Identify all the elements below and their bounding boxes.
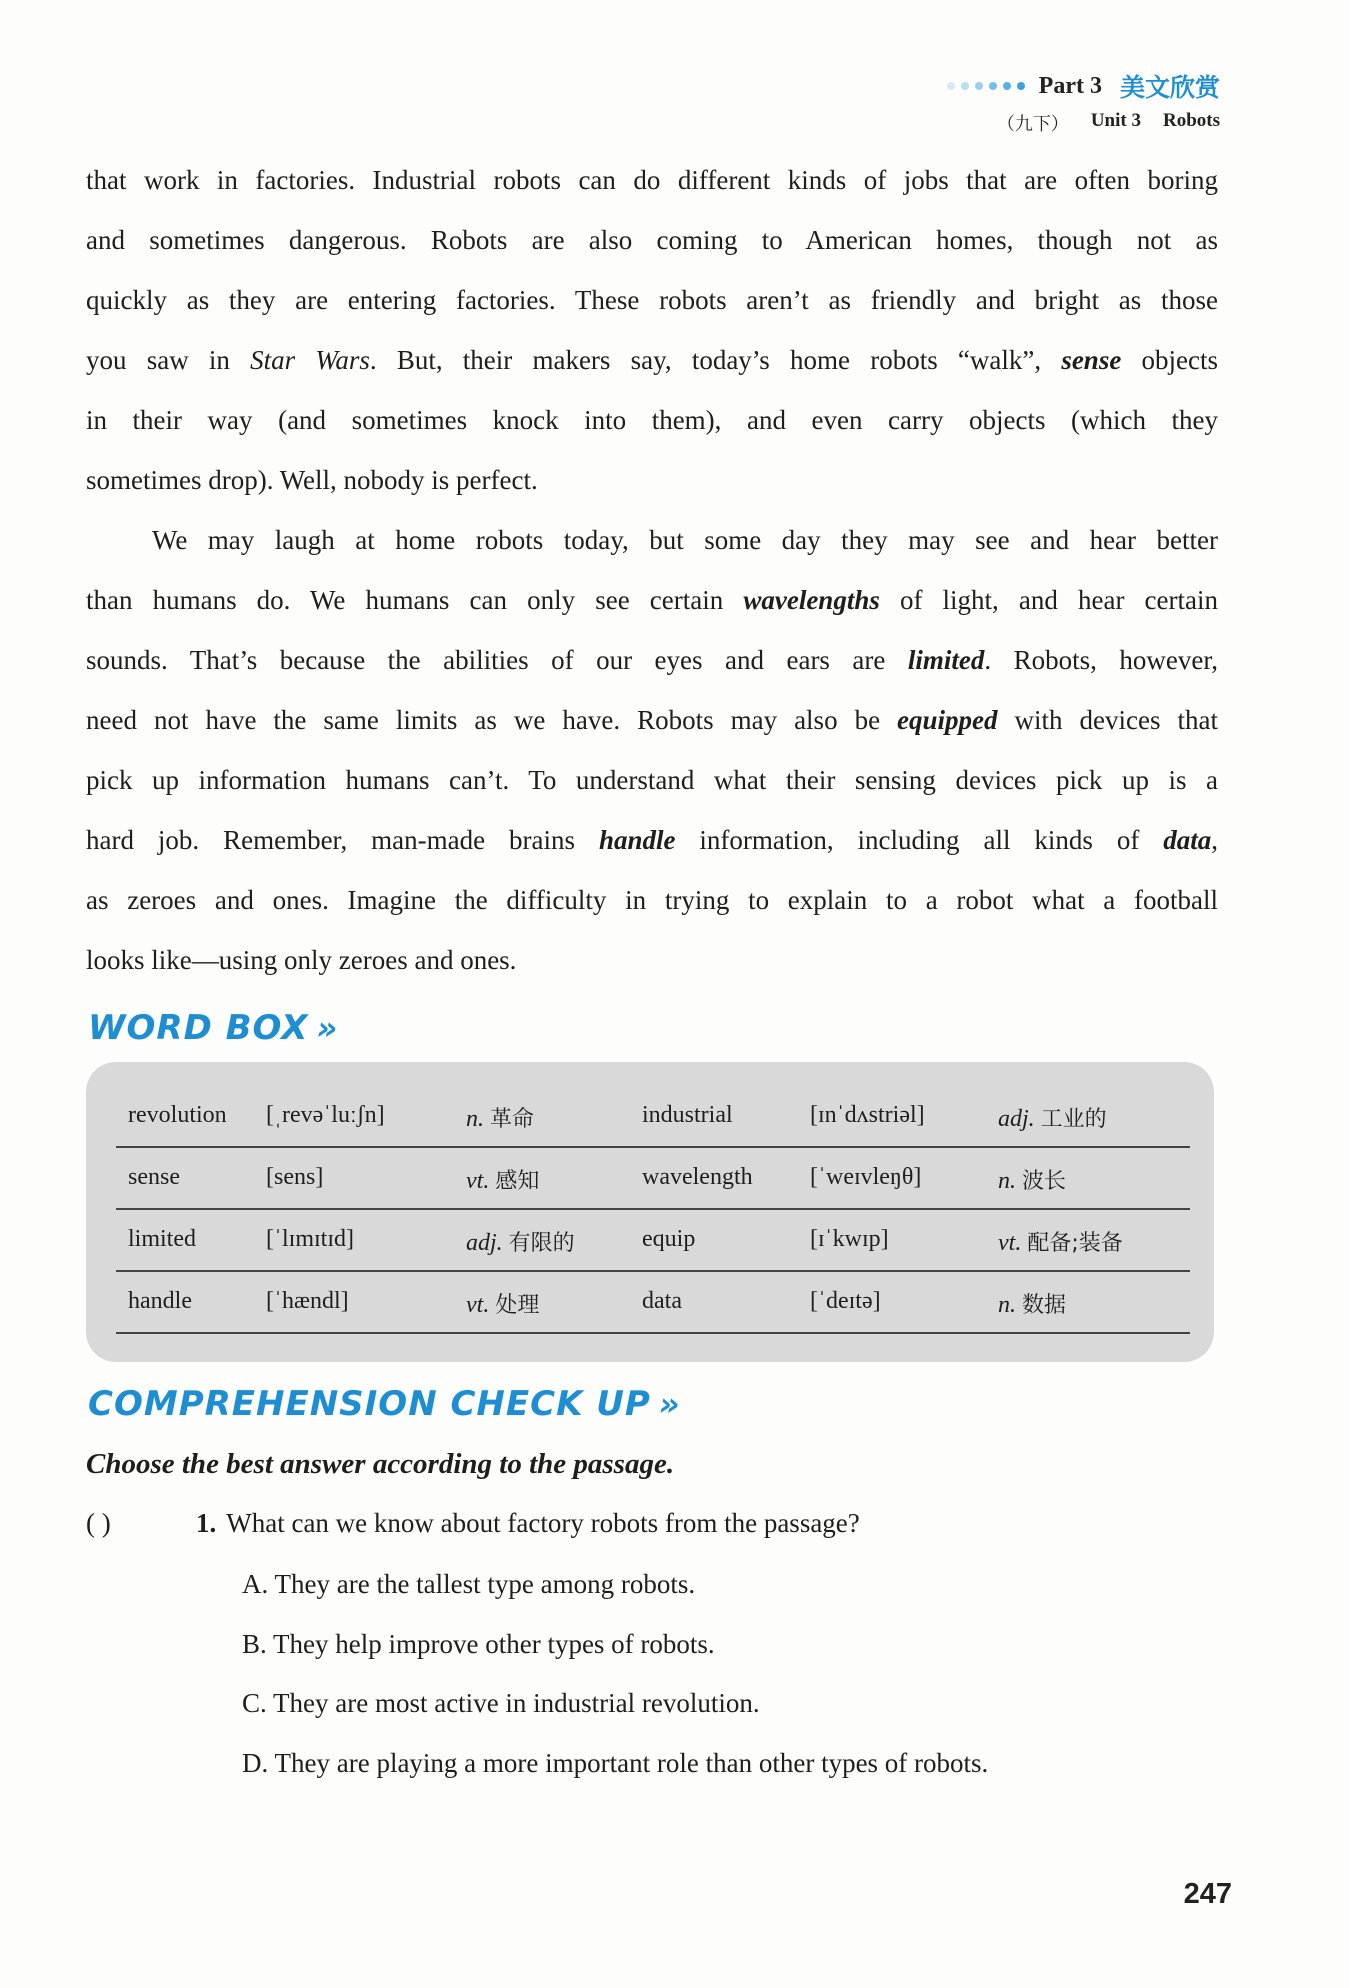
phonetic: [ˈweɪvleŋθ] [810,1164,922,1190]
vocab-word: handle [128,1288,192,1314]
definition [466,1102,534,1133]
definition [466,1226,575,1257]
part-of-speech: adj. [998,1106,1035,1132]
passage-text: sometimes drop). Well, nobody is perfect. [86,465,538,495]
part-of-speech: n. [466,1106,484,1132]
part-of-speech: vt. [998,1230,1022,1256]
dots-decoration-icon [947,82,1025,90]
part-label: Part 3 [1038,72,1102,99]
word-box-row [116,1086,1190,1148]
passage-line [86,930,1218,990]
keyword: equipped [897,705,998,735]
passage-line [86,210,1218,270]
passage-text: looks like—using only zeroes and ones. [86,945,517,975]
phonetic: [ˈhændl] [266,1288,349,1314]
passage-line [86,510,1218,570]
chinese-meaning: 工业的 [1040,1107,1107,1132]
unit-label: Unit 3 [1090,110,1141,131]
passage-text: with devices that [997,705,1218,735]
passage-text: information, including all kinds of [675,825,1164,855]
passage-line [86,810,1218,870]
passage-line [86,150,1218,210]
instruction-text: Choose the best answer according to the passage. [86,1448,675,1480]
italic-title: Star Wars [250,345,370,375]
keyword: wavelengths [743,585,880,615]
chevron-right-icon: » [658,1385,674,1423]
unit-title: Robots [1162,110,1220,131]
option-c[interactable]: C. They are most active in industrial revolution. [242,1688,760,1718]
vocab-word: equip [642,1226,696,1252]
page-header [947,68,1220,136]
option-d[interactable]: D. They are playing a more important role than other types of robots. [242,1748,989,1778]
phonetic: [ɪnˈdʌstriəl] [810,1102,925,1128]
passage-text: objects [1121,345,1218,375]
passage-text: and sometimes dangerous. Robots are also coming to American homes, though not as [86,225,1218,255]
passage-text: you saw in [86,345,251,375]
answer-blank[interactable]: ( ) [86,1508,111,1538]
definition [998,1164,1066,1195]
keyword: handle [598,825,676,855]
definition [998,1226,1123,1257]
phonetic: [ˈdeɪtə] [810,1288,881,1314]
passage-text: . Robots, however, [984,645,1218,675]
question-text: What can we know about factory robots from the passage? [226,1508,860,1538]
passage-line [86,390,1218,450]
passage-text: , [1211,825,1219,855]
part-of-speech: vt. [466,1292,490,1318]
reading-passage [86,150,1218,990]
passage-text: need not have the same limits as we have. Robots may also be [86,705,898,735]
keyword: limited [907,645,985,675]
chinese-meaning: 有限的 [508,1231,575,1256]
keyword: data [1163,825,1212,855]
passage-line [86,450,1218,510]
passage-text: quickly as they are entering factories. These robots aren’t as friendly and bright as those [86,285,1218,315]
part-chinese-title: 美文欣赏 [1119,73,1220,102]
part-of-speech: adj. [466,1230,503,1256]
passage-text: pick up information humans can’t. To understand what their sensing devices pick up is a [86,765,1218,795]
question-number: 1. [196,1508,217,1538]
passage-text: of light, and hear certain [879,585,1218,615]
passage-text: than humans do. We humans can only see certain [86,585,744,615]
option-b[interactable]: B. They help improve other types of robots. [242,1629,715,1659]
passage-line [86,690,1218,750]
phonetic: [sens] [266,1164,324,1190]
definition [998,1102,1107,1133]
passage-text: . But, their makers say, today’s home robots “walk”, [369,345,1062,375]
definition [466,1288,539,1319]
passage-line [86,270,1218,330]
comprehension-title: COMPREHENSION CHECK UP » [88,1384,674,1424]
question-1 [86,1508,1218,1539]
chinese-meaning: 感知 [495,1169,540,1194]
passage-text: sounds. That’s because the abilities of our eyes and ears are [86,645,908,675]
passage-text: We may laugh at home robots today, but some day they may see and hear better [152,525,1218,555]
passage-text: hard job. Remember, man-made brains [86,825,599,855]
vocab-word: data [642,1288,682,1314]
grade-label: （九下） [996,114,1069,135]
part-of-speech: n. [998,1168,1016,1194]
chevron-right-icon: » [316,1009,332,1047]
phonetic: [ˌrevəˈluːʃn] [266,1102,385,1128]
vocab-word: sense [128,1164,180,1190]
vocab-word: limited [128,1226,196,1252]
passage-text: in their way (and sometimes knock into them), and even carry objects (which they [86,405,1218,435]
vocab-word: industrial [642,1102,733,1128]
passage-text: that work in factories. Industrial robots can do different kinds of jobs that are often boring [86,165,1218,195]
phonetic: [ˈlɪmɪtɪd] [266,1226,354,1252]
passage-line [86,570,1218,630]
passage-line [86,330,1218,390]
word-box-row [116,1272,1190,1334]
phonetic: [ɪˈkwɪp] [810,1226,889,1252]
part-of-speech: vt. [466,1168,490,1194]
passage-line [86,870,1218,930]
word-box-title: WORD BOX » [88,1008,332,1048]
chinese-meaning: 波长 [1022,1169,1067,1194]
definition [466,1164,539,1195]
vocab-word: revolution [128,1102,227,1128]
chinese-meaning: 处理 [495,1293,540,1318]
definition [998,1288,1066,1319]
vocab-word: wavelength [642,1164,753,1190]
page-number: 247 [1183,1878,1232,1910]
chinese-meaning: 数据 [1022,1293,1067,1318]
passage-line [86,750,1218,810]
word-box-row [116,1148,1190,1210]
passage-text: as zeroes and ones. Imagine the difficulty in trying to explain to a robot what a football [86,885,1218,915]
word-box-row [116,1210,1190,1272]
chinese-meaning: 革命 [490,1107,535,1132]
chinese-meaning: 配备;装备 [1027,1231,1123,1256]
option-a[interactable]: A. They are the tallest type among robots. [242,1569,696,1599]
word-box [86,1062,1214,1362]
keyword: sense [1061,345,1122,375]
part-of-speech: n. [998,1292,1016,1318]
passage-line [86,630,1218,690]
